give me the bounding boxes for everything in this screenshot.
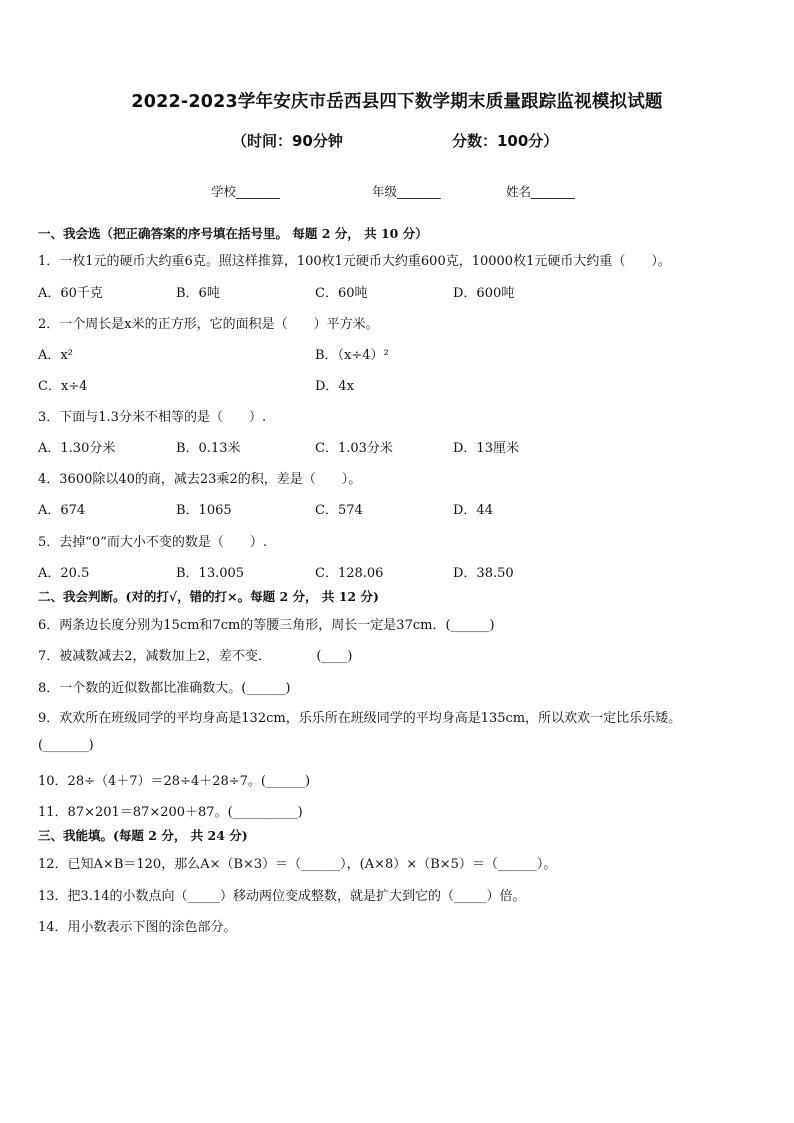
q4-option-c: C．574 xyxy=(315,503,363,518)
q4-option-b: B．1065 xyxy=(176,503,232,518)
section-heading-fill: 三、我能填。(每题 2 分， 共 24 分) xyxy=(38,828,248,843)
q4-option-d: D．44 xyxy=(453,503,493,518)
question-2: 2．一个周长是x米的正方形，它的面积是（ ）平方米。 xyxy=(38,317,379,332)
q2-option-a: A．x² xyxy=(38,348,73,363)
q1-option-a: A．60千克 xyxy=(38,286,103,301)
q5-option-a: A．20.5 xyxy=(38,566,90,581)
q3-option-d: D．13厘米 xyxy=(453,441,519,456)
page-title: 2022-2023学年安庆市岳西县四下数学期末质量跟踪监视模拟试题 xyxy=(131,92,663,112)
q5-option-b: B．13.005 xyxy=(176,566,245,581)
question-7: 7．被减数减去2，减数加上2，差不变． (____) xyxy=(38,649,353,664)
q1-option-d: D．600吨 xyxy=(453,286,515,301)
q5-option-c: C．128.06 xyxy=(315,566,384,581)
exam-time: （时间：90分钟 xyxy=(232,132,343,150)
question-8: 8．一个数的近似数都比准确数大。(______) xyxy=(38,681,291,696)
q3-option-b: B．0.13米 xyxy=(176,441,241,456)
section-heading-judge: 二、我会判断。(对的打√，错的打×。每题 2 分， 共 12 分) xyxy=(38,589,379,604)
q3-option-a: A．1.30分米 xyxy=(38,441,116,456)
question-3: 3．下面与1.3分米不相等的是（ ）. xyxy=(38,410,267,425)
question-6: 6．两条边长度分别为15cm和7cm的等腰三角形，周长一定是37cm．(______) xyxy=(38,618,495,633)
question-10: 10．28÷（4＋7）＝28÷4＋28÷7。(______) xyxy=(38,774,311,789)
exam-score: 分数：100分） xyxy=(452,132,559,150)
q1-option-b: B．6吨 xyxy=(176,286,220,301)
section-heading-choice: 一、我会选（把正确答案的序号填在括号里。 每题 2 分， 共 10 分） xyxy=(38,226,428,241)
grade-field: 年级_______ xyxy=(372,184,441,199)
q2-option-d: D．4x xyxy=(315,379,355,394)
question-5: 5．去掉“0”而大小不变的数是（ ）. xyxy=(38,535,267,550)
q4-option-a: A．674 xyxy=(38,503,86,518)
question-12: 12．已知A×B＝120，那么A×（B×3）＝（______），(A×8）×（B×5）＝（______）。 xyxy=(38,857,557,872)
question-13: 13．把3.14的小数点向（_____）移动两位变成整数，就是扩大到它的（_____）倍。 xyxy=(38,889,526,904)
q5-option-d: D．38.50 xyxy=(453,566,514,581)
q2-option-b: B．（x÷4）² xyxy=(315,348,389,363)
question-14: 14．用小数表示下图的涂色部分。 xyxy=(38,920,237,935)
question-9-blank: (_______) xyxy=(38,738,94,753)
question-11: 11．87×201＝87×200＋87。(__________) xyxy=(38,805,303,820)
question-9: 9．欢欢所在班级同学的平均身高是132cm，乐乐所在班级同学的平均身高是135cm，所以欢欢一定比乐乐矮。 xyxy=(38,711,682,726)
question-1: 1．一枚1元的硬币大约重6克。照这样推算，100枚1元硬币大约重600克，10000枚1元硬币大约重（ ）。 xyxy=(38,254,671,269)
school-field: 学校_______ xyxy=(211,184,280,199)
q2-option-c: C．x÷4 xyxy=(38,379,88,394)
question-4: 4．3600除以40的商，减去23乘2的积，差是（ ）。 xyxy=(38,472,362,487)
q1-option-c: C．60吨 xyxy=(315,286,368,301)
q3-option-c: C．1.03分米 xyxy=(315,441,393,456)
name-field: 姓名_______ xyxy=(506,184,575,199)
